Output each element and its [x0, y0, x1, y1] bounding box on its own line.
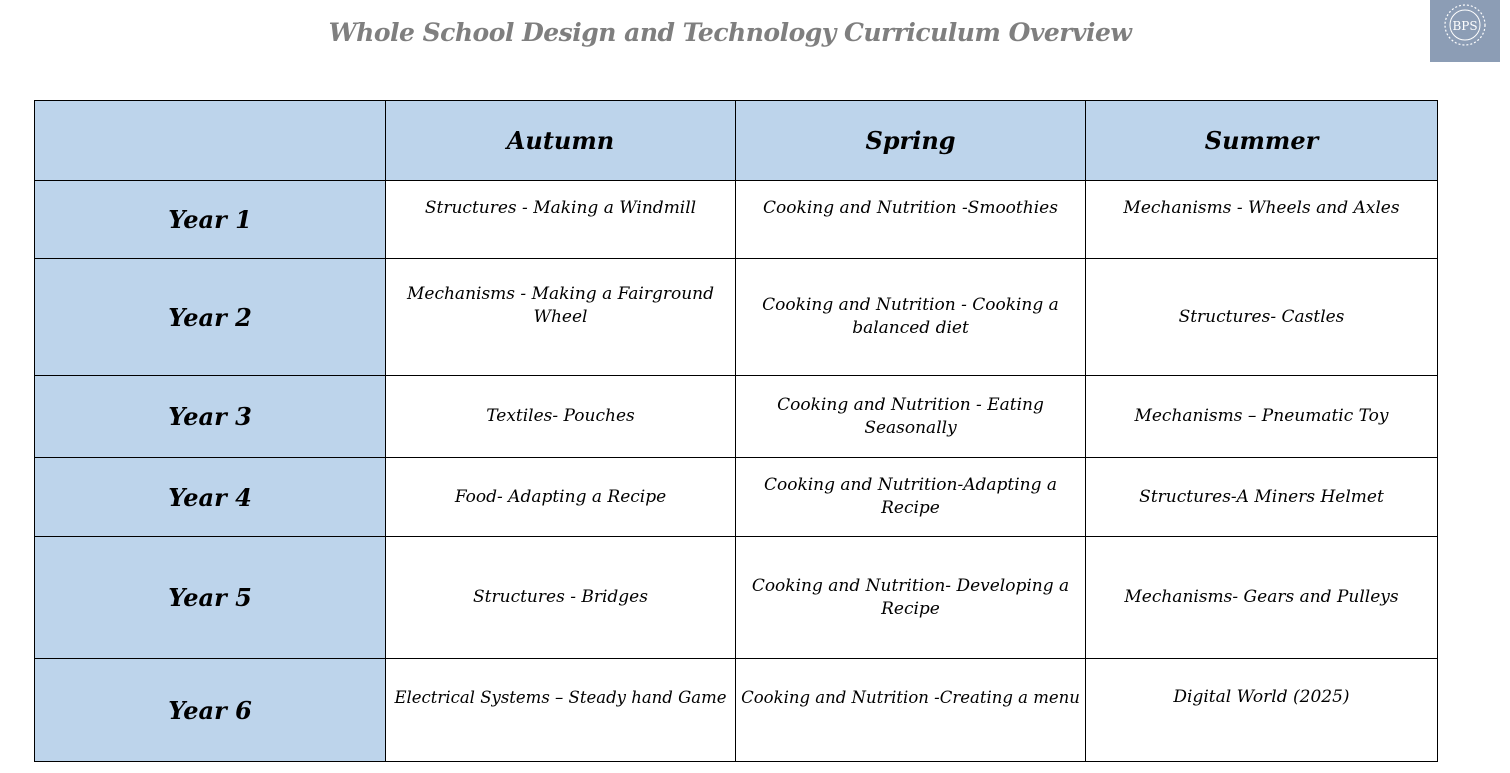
table-row — [35, 458, 1438, 537]
unit-cell-autumn: Electrical Systems – Steady hand Game — [386, 659, 736, 762]
logo-monogram: BPS — [1452, 19, 1478, 33]
unit-cell-summer: Digital World (2025) — [1086, 659, 1438, 762]
unit-cell-spring: Cooking and Nutrition- Developing a Recipe — [736, 537, 1086, 659]
unit-cell-spring: Cooking and Nutrition-Adapting a Recipe — [736, 458, 1086, 537]
table-row — [35, 376, 1438, 458]
row-header-year: Year 4 — [35, 458, 386, 537]
table-row — [35, 659, 1438, 762]
table-row — [35, 259, 1438, 376]
row-header-year: Year 1 — [35, 181, 386, 259]
header-corner-cell — [35, 101, 386, 181]
unit-cell-summer: Structures-A Miners Helmet — [1086, 458, 1438, 537]
row-header-year: Year 6 — [35, 659, 386, 762]
row-header-year: Year 2 — [35, 259, 386, 376]
table-row — [35, 181, 1438, 259]
unit-cell-autumn: Structures - Making a Windmill — [386, 181, 736, 259]
unit-cell-summer: Structures- Castles — [1086, 259, 1438, 376]
page-title: Whole School Design and Technology Curriculum Overview — [328, 18, 1132, 47]
unit-cell-summer: Mechanisms- Gears and Pulleys — [1086, 537, 1438, 659]
unit-cell-spring: Cooking and Nutrition -Creating a menu — [736, 659, 1086, 762]
unit-cell-summer: Mechanisms - Wheels and Axles — [1086, 181, 1438, 259]
column-header-spring: Spring — [736, 101, 1086, 181]
unit-cell-autumn: Food- Adapting a Recipe — [386, 458, 736, 537]
unit-cell-spring: Cooking and Nutrition -Smoothies — [736, 181, 1086, 259]
unit-cell-summer: Mechanisms – Pneumatic Toy — [1086, 376, 1438, 458]
school-logo — [1430, 0, 1500, 62]
column-header-autumn: Autumn — [386, 101, 736, 181]
table-header-row — [35, 101, 1438, 181]
row-header-year: Year 3 — [35, 376, 386, 458]
unit-cell-autumn: Mechanisms - Making a Fairground Wheel — [386, 259, 736, 376]
unit-cell-autumn: Structures - Bridges — [386, 537, 736, 659]
column-header-summer: Summer — [1086, 101, 1438, 181]
unit-cell-spring: Cooking and Nutrition - Cooking a balanced diet — [736, 259, 1086, 376]
unit-cell-spring: Cooking and Nutrition - Eating Seasonally — [736, 376, 1086, 458]
curriculum-table — [34, 100, 1438, 762]
table-row — [35, 537, 1438, 659]
unit-cell-autumn: Textiles- Pouches — [386, 376, 736, 458]
school-crest-icon — [1430, 0, 1500, 62]
row-header-year: Year 5 — [35, 537, 386, 659]
